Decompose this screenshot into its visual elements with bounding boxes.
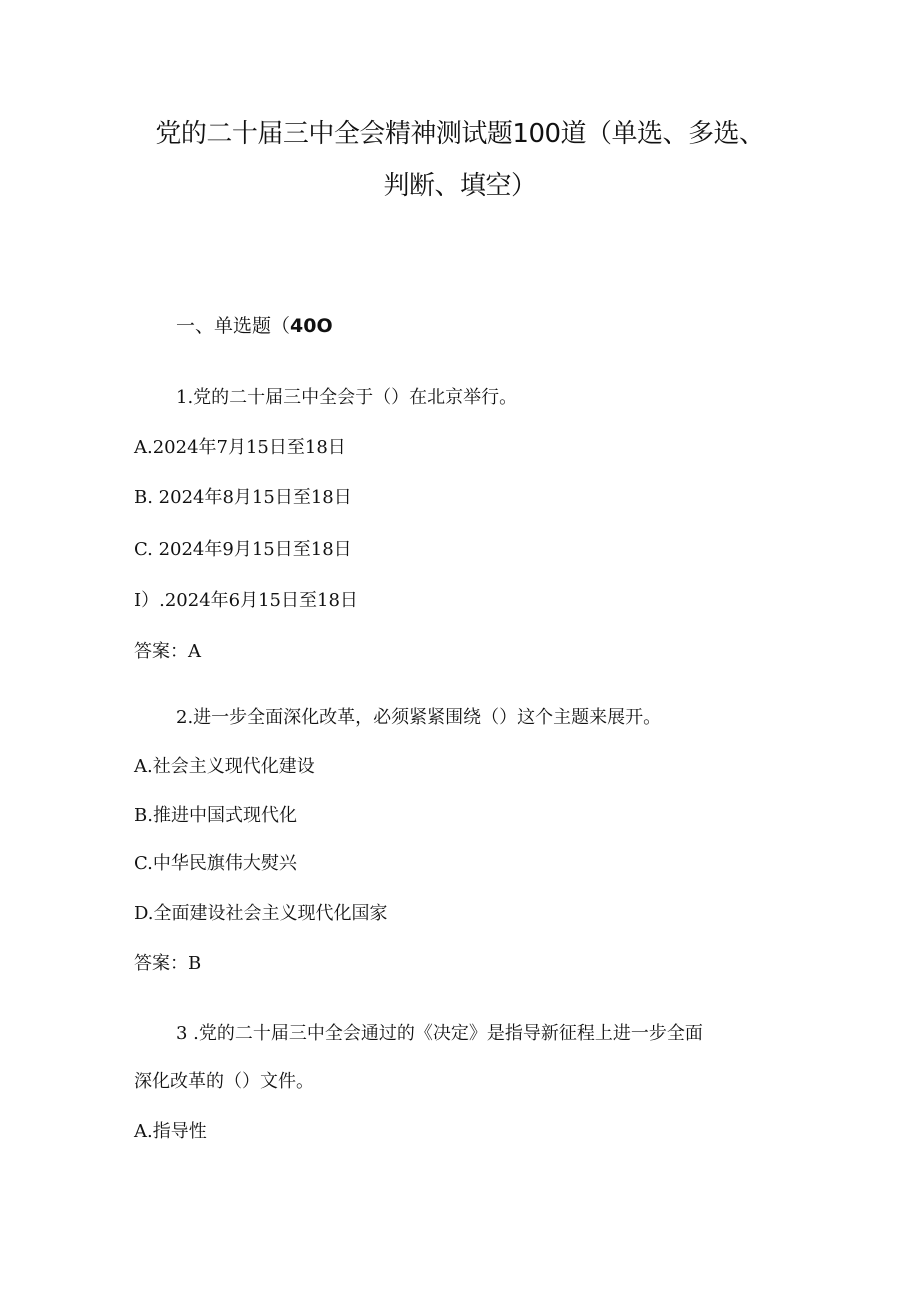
question-2-option-a: A.社会主义现代化建设 xyxy=(134,756,315,777)
document-title xyxy=(120,108,800,212)
question-1-option-c: C. 2024年9月15日至18日 xyxy=(134,539,352,560)
question-2-stem: 2.进一步全面深化改革，必须紧紧围绕（）这个主题来展开。 xyxy=(176,707,662,728)
question-2-option-d: D.全面建设社会主义现代化国家 xyxy=(134,903,388,924)
section-label: 一、单选题（ xyxy=(176,315,291,337)
question-1-option-b: B. 2024年8月15日至18日 xyxy=(134,487,352,508)
question-1-option-a: A.2024年7月15日至18日 xyxy=(134,437,346,458)
question-1-option-d: I）.2024年6月15日至18日 xyxy=(134,590,358,611)
title-line-1: 党的二十届三中全会精神测试题100道（单选、多选、 xyxy=(155,119,765,149)
question-2-option-b: B.推进中国式现代化 xyxy=(134,805,297,826)
question-3-option-a: A.指导性 xyxy=(134,1121,207,1142)
question-1-answer: 答案：A xyxy=(134,641,201,662)
question-1-stem: 1.党的二十届三中全会于（）在北京举行。 xyxy=(176,387,518,408)
title-line-2: 判断、填空） xyxy=(383,171,537,201)
question-3-stem-line-1: 3 .党的二十届三中全会通过的《决定》是指导新征程上进一步全面 xyxy=(176,1023,703,1044)
question-2-option-c: C.中华民旗伟大熨兴 xyxy=(134,853,297,874)
question-3-stem-line-2: 深化改革的（）文件。 xyxy=(134,1071,314,1092)
question-2-answer: 答案：B xyxy=(134,953,202,974)
section-count: 40O xyxy=(290,315,333,337)
section-heading xyxy=(176,314,333,338)
